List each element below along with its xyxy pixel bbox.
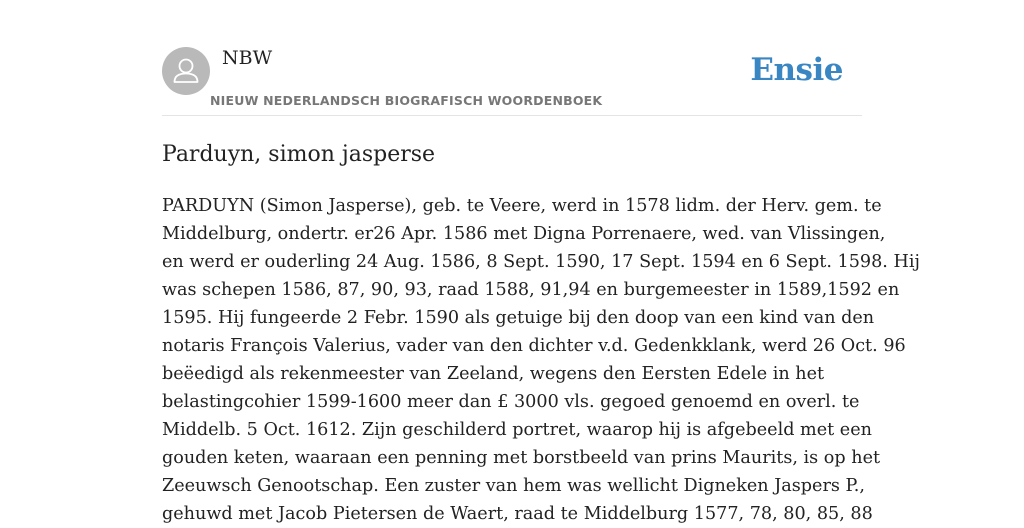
article-line: Middelburg, ondertr. er26 Apr. 1586 met Digna Porrenaere, wed. van Vlissingen, bbox=[162, 224, 886, 244]
header-divider bbox=[162, 115, 862, 116]
article-line: en werd er ouderling 24 Aug. 1586, 8 Sept. 1590, 17 Sept. 1594 en 6 Sept. 1598. Hij bbox=[162, 252, 920, 272]
user-icon bbox=[162, 47, 210, 95]
article-line: beëedigd als rekenmeester van Zeeland, wegens den Eersten Edele in het bbox=[162, 364, 825, 384]
source-name[interactable]: NBW bbox=[222, 47, 273, 69]
article-line: Middelb. 5 Oct. 1612. Zijn geschilderd portret, waarop hij is afgebeeld met een bbox=[162, 420, 872, 440]
article-line: gehuwd met Jacob Pietersen de Waert, raad te Middelburg 1577, 78, 80, 85, 88 bbox=[162, 504, 873, 524]
article-line: PARDUYN (Simon Jasperse), geb. te Veere, werd in 1578 lidm. der Herv. gem. te bbox=[162, 196, 882, 216]
article-line: gouden keten, waaraan een penning met borstbeeld van prins Maurits, is op het bbox=[162, 448, 881, 468]
article-line: 1595. Hij fungeerde 2 Febr. 1590 als getuige bij den doop van een kind van den bbox=[162, 308, 875, 328]
article-line: notaris François Valerius, vader van den dichter v.d. Gedenkklank, werd 26 Oct. 96 bbox=[162, 336, 906, 356]
brand-logo[interactable]: Ensie bbox=[750, 52, 843, 88]
article-line: was schepen 1586, 87, 90, 93, raad 1588, 91,94 en burgemeester in 1589,1592 en bbox=[162, 280, 900, 300]
source-header bbox=[162, 46, 862, 116]
article-body bbox=[162, 192, 920, 528]
article-line: Zeeuwsch Genootschap. Een zuster van hem was wellicht Digneken Jaspers P., bbox=[162, 476, 865, 496]
source-subtitle: NIEUW NEDERLANDSCH BIOGRAFISCH WOORDENBOEK bbox=[210, 93, 603, 108]
avatar[interactable] bbox=[162, 47, 210, 95]
article-title: Parduyn, simon jasperse bbox=[162, 142, 436, 167]
article-line: belastingcohier 1599-1600 meer dan £ 3000 vls. gegoed genoemd en overl. te bbox=[162, 392, 860, 412]
